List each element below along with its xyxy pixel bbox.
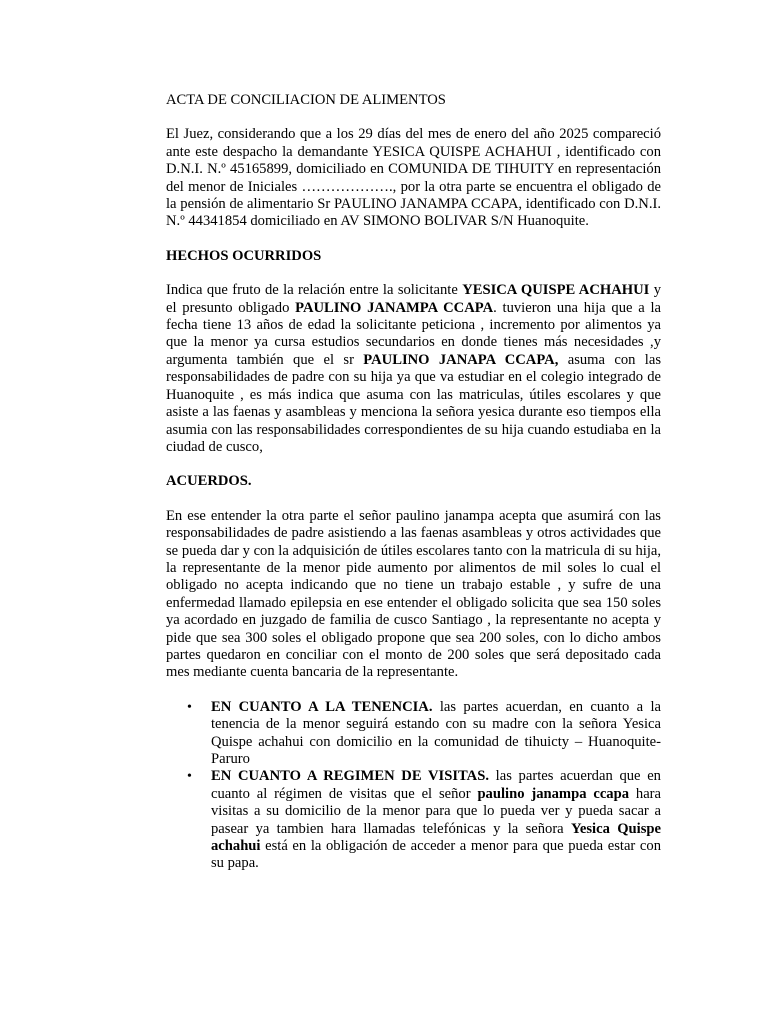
- visitas-text-2: hara visitas a su domicilio de la menor para que lo pueda ver y pueda sacar a pasear ya tambien hara llamadas telefónicas y la señora: [211, 785, 662, 837]
- visitas-obligado-name: paulino janampa ccapa: [477, 785, 630, 802]
- hechos-heading: HECHOS OCURRIDOS: [166, 247, 322, 264]
- tenencia-text: las partes acuerdan, en cuanto a la tenencia de la menor seguirá estando con su madre con la señora Yesica Quispe achahui con domicilio en la comunidad de tihuicty – Huanoquite-Paruro: [211, 698, 661, 767]
- document-body: [166, 92, 661, 873]
- obligado-name: PAULINO JANAMPA CCAPA: [295, 299, 494, 316]
- visitas-solicitante-name: Yesica Quispe achahui: [211, 820, 661, 855]
- acuerdos-text: En ese entender la otra parte el señor paulino janampa acepta que asumirá con las responsabilidades de padre asistiendo a las faenas asambleas y otros actividades que se pueda dar y con la adquisición de útiles escolares tanto con la matricula di su hija, la representante de la menor pide aumento por alimentos de mil soles lo cual el obligado no acepta indicando que no tiene un trabajo estable , y sufre de una enfermedad llamado epilepsia en ese entender el obligado solicita que sea 150 soles ya acordado en juzgado de familia de cusco Santiago , la representante no acepta y pide que sea 300 soles el obligado propone que sea 200 soles, con lo dicho ambos partes quedaron en conciliar con el monto de 200 soles que será depositado cada mes mediante cuenta bancaria de la representante.: [166, 507, 661, 681]
- hechos-text-4: asuma con las responsabilidades de padre con su hija ya que va estudiar en el colegio integrado de Huanoquite , es más indica que asuma con las matriculas, útiles escolares y que asiste a las faenas y asambleas y menciona la señora yesica durante eso tiempos ella asumia con las responsabilidades correspondientes de su hija cuando estudiaba en la ciudad de cusco,: [166, 351, 662, 455]
- bullet-icon: •: [187, 699, 192, 715]
- solicitante-name: YESICA QUISPE ACHAHUI: [462, 282, 650, 299]
- visitas-label: EN CUANTO A REGIMEN DE VISITAS.: [211, 768, 489, 785]
- list-item-tenencia: [166, 699, 661, 769]
- intro-paragraph: [166, 126, 661, 230]
- intro-text: El Juez, considerando que a los 29 días del mes de enero del año 2025 compareció ante este despacho la demandante YESICA QUISPE ACHAHUI , identificado con D.N.I. N.º 45165899, domiciliado en COMUNIDA DE TIHUITY en representación del menor de Iniciales ………………., por la otra parte se encuentra el obligado de la pensión de alimentario Sr PAULINO JANAMPA CCAPA, identificado con D.N.I. N.º 44341854 domiciliado en AV SIMONO BOLIVAR S/N Huanoquite.: [166, 126, 661, 230]
- hechos-paragraph: [166, 282, 661, 456]
- hechos-text-3: . tuvieron una hija que a la fecha tiene 13 años de edad la solicitante peticiona , incremento por alimentos ya que la menor ya cursa estudios secundarios en donde tienes más necesidades ,y argumenta también que el sr: [166, 299, 661, 368]
- acuerdos-list: [166, 699, 661, 873]
- visitas-text-1: las partes acuerdan que en cuanto al régimen de visitas que el señor: [211, 768, 661, 802]
- bullet-icon: •: [187, 769, 192, 785]
- document-title: ACTA DE CONCILIACION DE ALIMENTOS: [166, 92, 446, 108]
- hechos-text-2: y el presunto obligado: [166, 282, 662, 316]
- visitas-text-3: está en la obligación de acceder a menor para que pueda estar con su papa.: [211, 838, 661, 872]
- hechos-text-1: Indica que fruto de la relación entre la solicitante: [166, 282, 463, 299]
- obligado-name-2: PAULINO JANAPA CCAPA,: [363, 351, 559, 368]
- acuerdos-heading: ACUERDOS.: [166, 473, 252, 490]
- tenencia-label: EN CUANTO A LA TENENCIA.: [211, 698, 433, 715]
- list-item-visitas: [166, 768, 661, 872]
- acuerdos-paragraph: [166, 508, 661, 682]
